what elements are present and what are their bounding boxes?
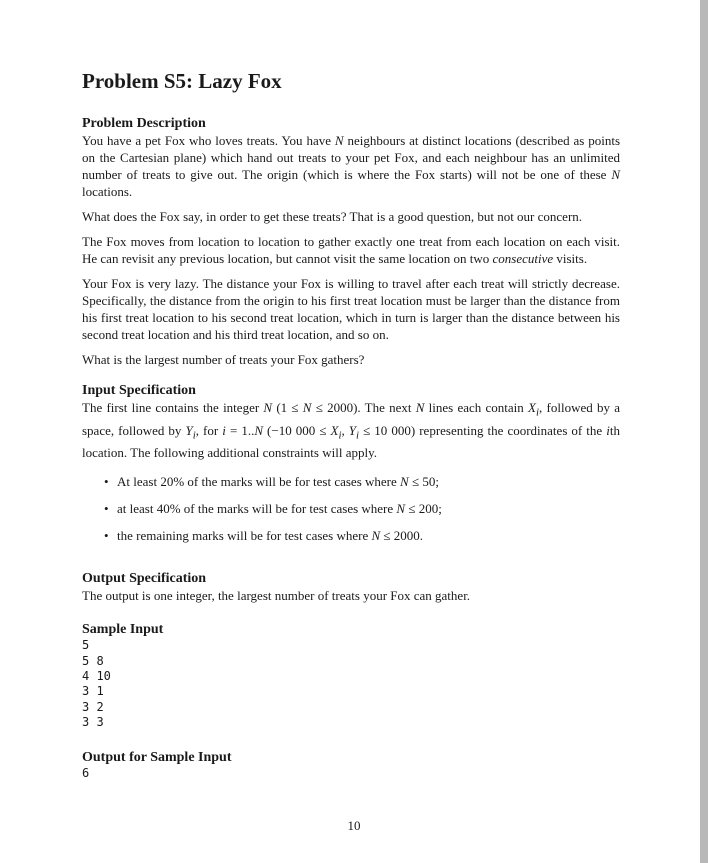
- sample-output-section: [82, 749, 620, 781]
- input-specification-section: [82, 382, 620, 544]
- sample-input-line: 3 1: [82, 684, 104, 699]
- constraint-item: • the remaining marks will be for test cases where N ≤ 2000.: [104, 528, 424, 544]
- sample-input-line: 3 2: [82, 699, 104, 714]
- problem-description-p4: Your Fox is very lazy. The distance your Fox is willing to travel after each treat will strictly decrease. Specifically, the distance from the origin to his first treat location must be larger than the distance from his first treat location to his second treat location, which in turn is larger than the distance between his second treat location and his third treat location, and so on.: [82, 276, 620, 342]
- sample-input-line: 5: [82, 638, 90, 653]
- sample-input-line: 4 10: [82, 669, 111, 683]
- sample-output-line: 6: [82, 765, 90, 780]
- sample-input-section: [82, 621, 620, 730]
- input-specification-heading: Input Specification: [82, 383, 196, 398]
- bullet-icon: •: [104, 501, 109, 517]
- output-specification-text: The output is one integer, the largest number of treats your Fox can gather.: [82, 588, 471, 604]
- page-edge: [700, 0, 708, 863]
- sample-output-heading: Output for Sample Input: [82, 749, 232, 765]
- problem-description-p1: You have a pet Fox who loves treats. You have N neighbours at distinct locations (described as points on the Cartesian plane) which hand out treats to your pet Fox, and each neighbour has an unlimited number of treats to give out. The origin (which is where the Fox starts) will not be one of these N locations.: [82, 133, 620, 199]
- problem-description-p3: The Fox moves from location to location to gather exactly one treat from each location on each visit. He can revisit any previous location, but cannot visit the same location on two consecutive visits.: [82, 234, 620, 266]
- constraint-item: • at least 40% of the marks will be for test cases where N ≤ 200;: [104, 501, 442, 517]
- sample-input-heading: Sample Input: [82, 622, 164, 638]
- bullet-icon: •: [104, 474, 109, 490]
- constraint-item: • At least 20% of the marks will be for test cases where N ≤ 50;: [104, 474, 439, 490]
- page-title: Problem S5: Lazy Fox: [82, 69, 282, 93]
- constraints-list: [82, 473, 620, 544]
- page-number: 10: [347, 818, 361, 833]
- output-specification-heading: Output Specification: [82, 571, 207, 587]
- problem-description-p2: What does the Fox say, in order to get these treats? That is a good question, but not our concern.: [82, 209, 583, 224]
- problem-description-section: [82, 115, 620, 368]
- bullet-icon: •: [104, 528, 109, 544]
- input-specification-text: The first line contains the integer N (1 ≤ N ≤ 2000). The next N lines each contain $X_i$, followed by a space, followed by $Y_i$, for i = 1..N (−10 $000 \le X_i$, $Y_i \le 10$ 000) representing the coordinates of the ith location. The following additional constraints will apply.: [82, 400, 620, 461]
- document-body: [82, 68, 620, 791]
- sample-input-line: 5 8: [82, 653, 104, 668]
- problem-description-heading: Problem Description: [82, 116, 206, 131]
- problem-description-p5: What is the largest number of treats your Fox gathers?: [82, 352, 365, 367]
- sample-input-line: 3 3: [82, 715, 104, 730]
- output-specification-section: [82, 570, 620, 604]
